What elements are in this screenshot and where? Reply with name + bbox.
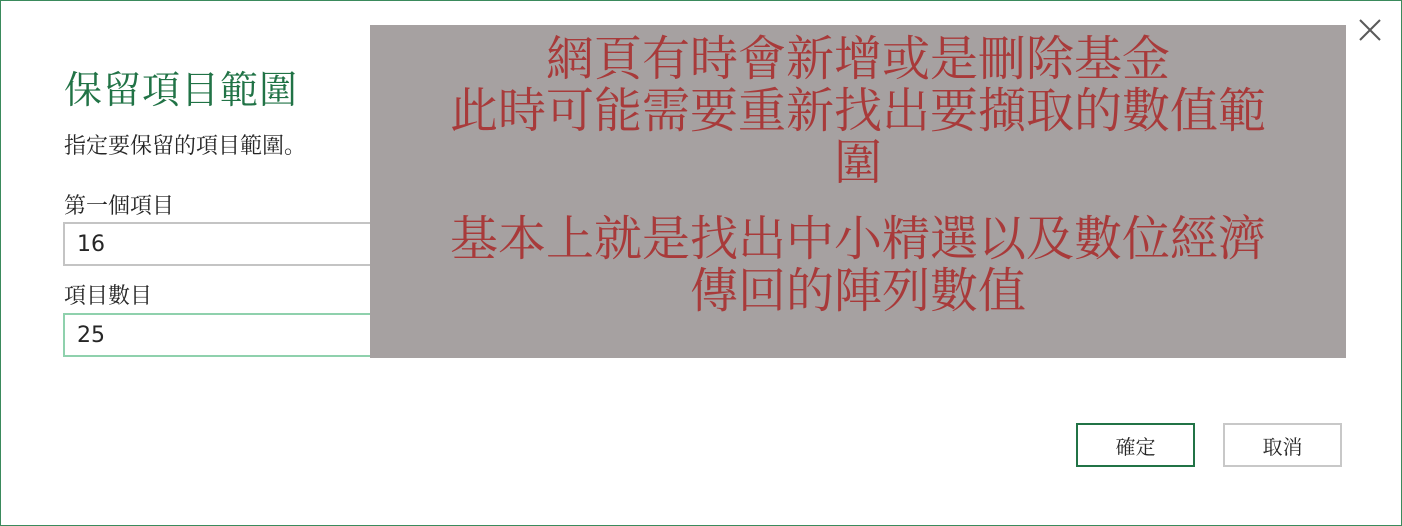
annotation-line: 此時可能需要重新找出要擷取的數值範 (449, 83, 1266, 139)
item-count-label: 項目數目 (64, 284, 153, 309)
first-item-label: 第一個項目 (64, 194, 175, 219)
close-button[interactable] (1353, 13, 1387, 47)
ok-button[interactable]: 確定 (1076, 423, 1195, 467)
annotation-overlay (370, 25, 1346, 358)
annotation-line: 基本上就是找出中小精選以及數位經濟 (449, 211, 1266, 267)
cancel-button[interactable]: 取消 (1223, 423, 1342, 467)
annotation-line: 網頁有時會新增或是刪除基金 (545, 31, 1170, 87)
close-icon (1353, 13, 1387, 47)
annotation-line: 傳回的陣列數值 (689, 263, 1026, 319)
dialog-description: 指定要保留的項目範圍。 (64, 134, 307, 159)
dialog-title: 保留項目範圍 (64, 68, 299, 112)
annotation-line: 圍 (833, 135, 882, 191)
